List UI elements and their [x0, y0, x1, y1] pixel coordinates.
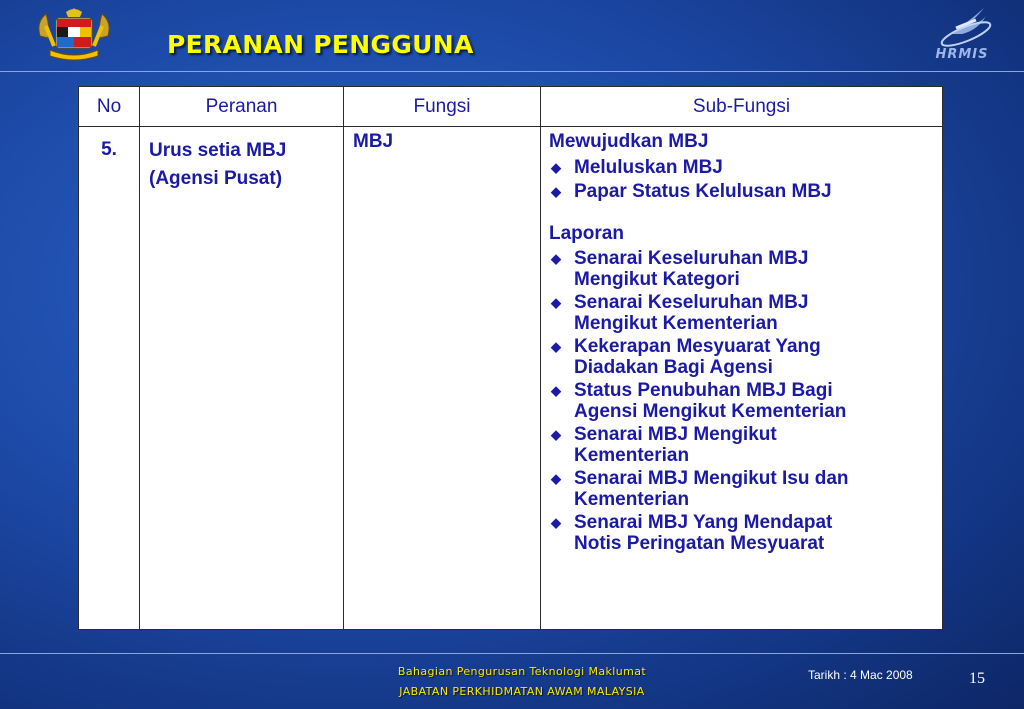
item-line: Kementerian: [574, 445, 690, 466]
footer-division-name: Bahagian Pengurusan Teknologi Maklumat: [397, 665, 647, 678]
item-line: Status Penubuhan MBJ Bagi: [574, 380, 833, 401]
header-divider: [0, 71, 1024, 72]
page-number: 15: [969, 670, 985, 687]
diamond-bullet-icon: ◆: [551, 471, 561, 486]
diamond-bullet-icon: ◆: [551, 251, 561, 266]
footer-date: Tarikh : 4 Mac 2008: [808, 668, 913, 682]
diamond-bullet-icon: ◆: [551, 184, 561, 199]
item-line: Senarai Keseluruhan MBJ: [574, 292, 809, 313]
diamond-bullet-icon: ◆: [551, 515, 561, 530]
footer-divider: [0, 653, 1024, 654]
item-line: Diadakan Bagi Agensi: [574, 357, 773, 378]
item-line: Agensi Mengikut Kementerian: [574, 401, 847, 422]
malaysia-coat-of-arms-icon: [36, 6, 112, 64]
list-item: [549, 380, 936, 422]
list-item: [549, 468, 936, 510]
header-subfungsi: Sub-Fungsi: [541, 87, 943, 127]
row-subfungsi: [541, 127, 943, 630]
table-header-row: [79, 87, 943, 127]
item-line: Meluluskan MBJ: [574, 157, 723, 178]
item-line: Senarai MBJ Yang Mendapat: [574, 512, 833, 533]
row-number: 5.: [79, 127, 140, 630]
list-item: [549, 248, 936, 290]
row-peranan: [140, 127, 344, 630]
item-line: Kekerapan Mesyuarat Yang: [574, 336, 821, 357]
table-row: [79, 127, 943, 630]
diamond-bullet-icon: ◆: [551, 160, 561, 175]
peranan-line: Urus setia MBJ: [149, 140, 287, 161]
subfungsi-list: [549, 157, 936, 202]
list-item: [549, 336, 936, 378]
item-line: Mengikut Kategori: [574, 269, 740, 290]
header-no: No: [79, 87, 140, 127]
roles-table: [78, 86, 943, 630]
item-line: Mengikut Kementerian: [574, 313, 778, 334]
diamond-bullet-icon: ◆: [551, 339, 561, 354]
slide-title: PERANAN PENGGUNA: [167, 30, 474, 59]
header-peranan: Peranan: [140, 87, 344, 127]
diamond-bullet-icon: ◆: [551, 427, 561, 442]
list-item: [549, 512, 936, 554]
item-line: Kementerian: [574, 489, 690, 510]
item-line: Senarai Keseluruhan MBJ: [574, 248, 809, 269]
item-line: Senarai MBJ Mengikut: [574, 424, 777, 445]
list-item: [549, 292, 936, 334]
diamond-bullet-icon: ◆: [551, 295, 561, 310]
item-line: Senarai MBJ Mengikut Isu dan: [574, 468, 849, 489]
item-line: Notis Peringatan Mesyuarat: [574, 533, 825, 554]
list-item: [549, 181, 936, 202]
section-heading: Laporan: [549, 223, 624, 244]
list-item: [549, 424, 936, 466]
header-fungsi: Fungsi: [344, 87, 541, 127]
subfungsi-list: [549, 248, 936, 554]
item-line: Papar Status Kelulusan MBJ: [574, 181, 832, 202]
footer-department-name: JABATAN PERKHIDMATAN AWAM MALAYSIA: [399, 685, 645, 698]
row-fungsi: MBJ: [344, 127, 541, 630]
list-item: [549, 157, 936, 178]
diamond-bullet-icon: ◆: [551, 383, 561, 398]
section-heading: Mewujudkan MBJ: [549, 131, 709, 152]
hrmis-logo-text: HRMIS: [935, 47, 989, 62]
peranan-line: (Agensi Pusat): [149, 168, 283, 189]
